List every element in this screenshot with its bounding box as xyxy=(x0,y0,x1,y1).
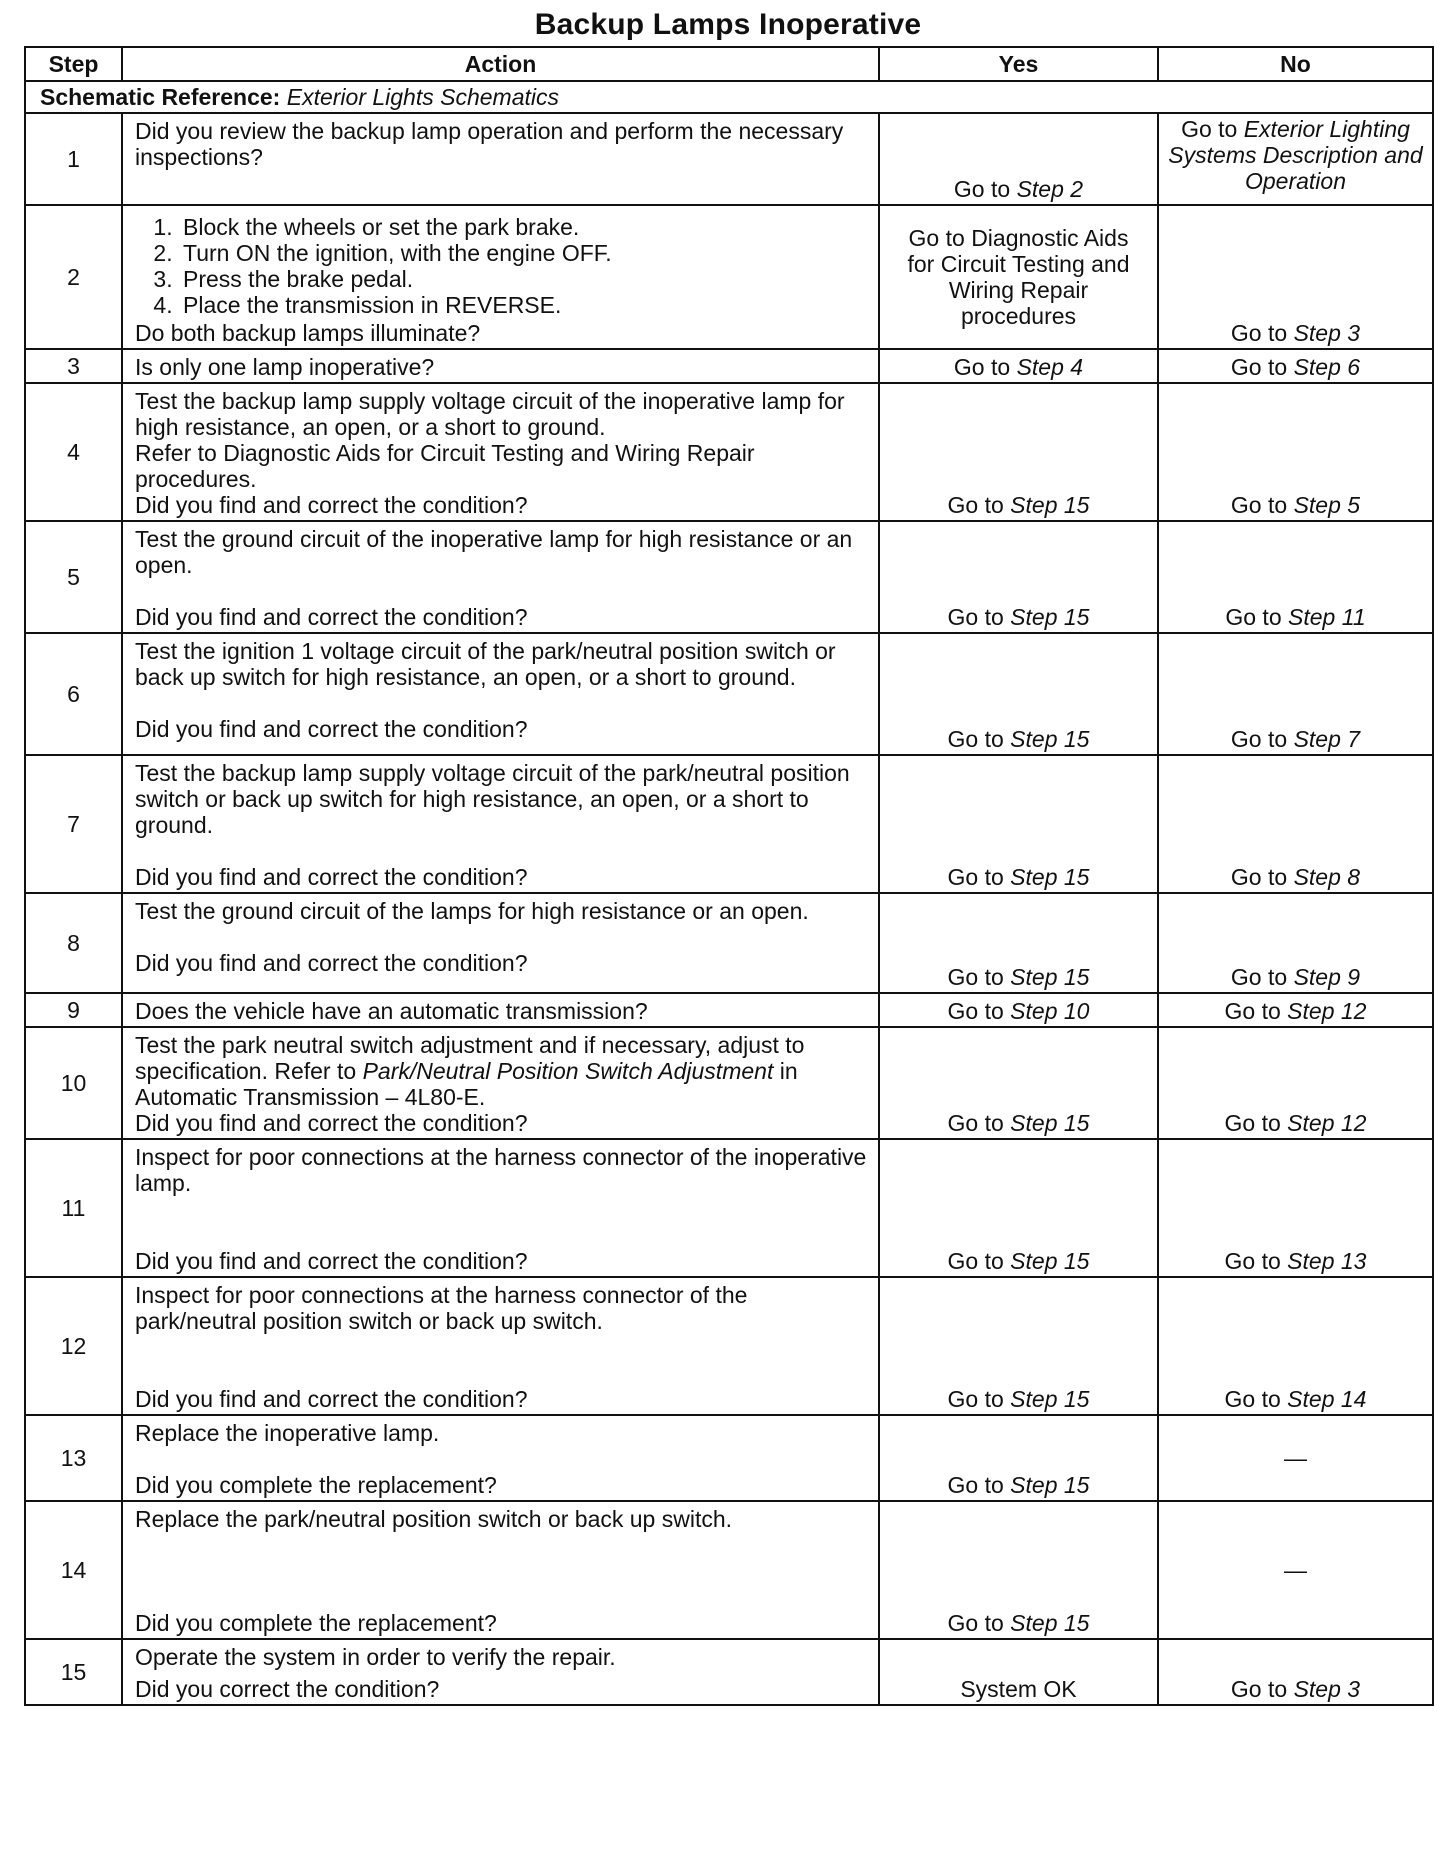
step-word: Step xyxy=(1010,1248,1058,1274)
goto-label: Go to xyxy=(1181,116,1238,142)
action-cell xyxy=(122,1139,879,1277)
schematic-row xyxy=(25,81,1433,113)
question-text: Did you find and correct the condition? xyxy=(135,1110,528,1136)
no-cell[interactable] xyxy=(1158,633,1433,755)
action-cell xyxy=(122,1639,879,1705)
goto-label: Go to xyxy=(1230,354,1288,380)
question-text: Did you find and correct the condition? xyxy=(135,950,528,976)
step-word: Step xyxy=(1287,998,1335,1024)
question-text: Did you find and correct the condition? xyxy=(135,1248,528,1274)
goto-label: Go to xyxy=(1230,320,1288,346)
list-item: 1. Block the wheels or set the park brake. xyxy=(179,214,868,240)
no-cell[interactable] xyxy=(1158,893,1433,993)
schematic-link[interactable]: Exterior Lights Schematics xyxy=(286,84,560,110)
no-cell[interactable] xyxy=(1158,755,1433,893)
step-word: Step xyxy=(1293,964,1341,990)
action-text: Test the backup lamp supply voltage circuit of the inoperative lamp for high resistance, an open, or a short to ground. xyxy=(135,388,845,440)
procedure-list xyxy=(135,214,868,318)
no-step-ref: 7 xyxy=(1347,726,1361,752)
yes-step-ref: 15 xyxy=(1063,1386,1090,1412)
yes-cell[interactable] xyxy=(879,521,1158,633)
table-row xyxy=(25,113,1433,205)
action-cell xyxy=(122,633,879,755)
yes-text: Go to Diagnostic Aids for Circuit Testing and Wiring Repair procedures xyxy=(907,225,1130,329)
step-number: 12 xyxy=(25,1277,122,1415)
goto-label: Go to xyxy=(1224,1386,1281,1412)
goto-label: Go to xyxy=(947,1248,1004,1274)
step-word: Step xyxy=(1010,604,1058,630)
step-word: Step xyxy=(1293,864,1341,890)
goto-label: Go to xyxy=(953,176,1011,202)
no-ref-link: Exterior Lighting Systems Description and Operation xyxy=(1168,116,1423,194)
goto-label: Go to xyxy=(947,492,1004,518)
yes-text: System OK xyxy=(960,1676,1077,1702)
action-cell xyxy=(122,755,879,893)
step-number: 7 xyxy=(25,755,122,893)
action-cell xyxy=(122,893,879,993)
step-number: 9 xyxy=(25,993,122,1027)
goto-label: Go to xyxy=(947,998,1004,1024)
no-cell[interactable] xyxy=(1158,1027,1433,1139)
goto-label: Go to xyxy=(947,1472,1004,1498)
refer-text: Refer to Diagnostic Aids for Circuit Testing and Wiring Repair procedures. xyxy=(135,440,755,492)
no-cell[interactable] xyxy=(1158,205,1433,349)
yes-step-ref: 2 xyxy=(1070,176,1084,202)
yes-cell[interactable] xyxy=(879,993,1158,1027)
no-step-ref: 5 xyxy=(1347,492,1361,518)
question-text: Did you complete the replacement? xyxy=(135,1610,497,1636)
step-word: Step xyxy=(1293,354,1341,380)
yes-step-ref: 15 xyxy=(1063,492,1090,518)
goto-label: Go to xyxy=(953,354,1011,380)
step-number: 15 xyxy=(25,1639,122,1705)
step-word: Step xyxy=(1293,1676,1341,1702)
table-row xyxy=(25,1277,1433,1415)
action-text: Inspect for poor connections at the harness connector of the park/neutral position switch or back up switch. xyxy=(135,1282,748,1334)
goto-label: Go to xyxy=(1230,726,1288,752)
table-row xyxy=(25,1501,1433,1639)
no-cell[interactable] xyxy=(1158,993,1433,1027)
step-number: 2 xyxy=(25,205,122,349)
yes-step-ref: 15 xyxy=(1063,864,1090,890)
step-number: 11 xyxy=(25,1139,122,1277)
action-text: Replace the park/neutral position switch or back up switch. xyxy=(135,1506,733,1532)
table-row xyxy=(25,993,1433,1027)
no-step-ref: 9 xyxy=(1347,964,1361,990)
step-word: Step xyxy=(1293,492,1341,518)
adjustment-ref-link[interactable]: Park/Neutral Position Switch Adjustment xyxy=(362,1058,774,1084)
question-text: Did you find and correct the condition? xyxy=(135,864,528,890)
no-step-ref: 12 xyxy=(1340,998,1367,1024)
yes-step-ref: 15 xyxy=(1063,1110,1090,1136)
no-cell[interactable] xyxy=(1158,1139,1433,1277)
no-step-ref: 12 xyxy=(1340,1110,1367,1136)
yes-cell[interactable] xyxy=(879,383,1158,521)
goto-label: Go to xyxy=(1224,1248,1281,1274)
no-step-ref: 14 xyxy=(1340,1386,1367,1412)
step-word: Step xyxy=(1010,1610,1058,1636)
no-cell[interactable] xyxy=(1158,349,1433,383)
yes-cell[interactable] xyxy=(879,1277,1158,1415)
step-number: 14 xyxy=(25,1501,122,1639)
goto-label: Go to xyxy=(947,1610,1004,1636)
action-cell xyxy=(122,1277,879,1415)
step-word: Step xyxy=(1010,1110,1058,1136)
step-word: Step xyxy=(1010,1386,1058,1412)
table-row xyxy=(25,633,1433,755)
goto-label: Go to xyxy=(1224,1110,1281,1136)
action-cell xyxy=(122,1501,879,1639)
step-word: Step xyxy=(1016,176,1064,202)
table-row xyxy=(25,755,1433,893)
step-word: Step xyxy=(1010,726,1058,752)
no-step-ref: 11 xyxy=(1341,604,1366,630)
action-text: Test the ignition 1 voltage circuit of the park/neutral position switch or back up switch for high resistance, an open, or a short to ground. xyxy=(135,638,836,690)
list-item: 3. Press the brake pedal. xyxy=(179,266,868,292)
page-title: Backup Lamps Inoperative xyxy=(534,8,922,41)
action-cell xyxy=(122,1027,879,1139)
table-row xyxy=(25,1415,1433,1501)
step-word: Step xyxy=(1016,354,1064,380)
goto-label: Go to xyxy=(1230,1676,1288,1702)
goto-label: Go to xyxy=(947,1386,1004,1412)
header-yes: Yes xyxy=(879,47,1158,81)
action-cell xyxy=(122,349,879,383)
yes-step-ref: 4 xyxy=(1070,354,1084,380)
yes-cell[interactable] xyxy=(879,1501,1158,1639)
no-cell[interactable] xyxy=(1158,113,1433,205)
step-word: Step xyxy=(1010,492,1058,518)
step-word: Step xyxy=(1010,964,1058,990)
action-cell xyxy=(122,383,879,521)
no-step-ref: 6 xyxy=(1347,354,1361,380)
action-cell xyxy=(122,993,879,1027)
yes-step-ref: 15 xyxy=(1063,726,1090,752)
action-text: Is only one lamp inoperative? xyxy=(135,354,435,380)
table-row xyxy=(25,1139,1433,1277)
action-text: Replace the inoperative lamp. xyxy=(135,1420,440,1446)
yes-step-ref: 15 xyxy=(1063,964,1090,990)
question-text: Did you find and correct the condition? xyxy=(135,604,528,630)
action-cell xyxy=(122,113,879,205)
yes-cell[interactable] xyxy=(879,205,1158,349)
step-number: 10 xyxy=(25,1027,122,1139)
no-cell[interactable] xyxy=(1158,383,1433,521)
no-cell-dash: — xyxy=(1158,1501,1433,1639)
step-number: 4 xyxy=(25,383,122,521)
yes-cell[interactable] xyxy=(879,349,1158,383)
yes-cell[interactable] xyxy=(879,755,1158,893)
yes-cell[interactable] xyxy=(879,633,1158,755)
table-row xyxy=(25,521,1433,633)
header-action: Action xyxy=(122,47,879,81)
no-step-ref: 8 xyxy=(1347,864,1361,890)
step-number: 3 xyxy=(25,349,122,383)
action-text: Does the vehicle have an automatic transmission? xyxy=(135,998,648,1024)
step-word: Step xyxy=(1010,864,1058,890)
goto-label: Go to xyxy=(947,726,1004,752)
action-text: Test the ground circuit of the lamps for high resistance or an open. xyxy=(135,898,809,924)
diagnostic-table xyxy=(24,46,1434,1706)
list-item: 4. Place the transmission in REVERSE. xyxy=(179,292,868,318)
yes-cell[interactable] xyxy=(879,1415,1158,1501)
step-number: 1 xyxy=(25,113,122,205)
header-step: Step xyxy=(25,47,122,81)
question-text: Did you find and correct the condition? xyxy=(135,492,528,518)
goto-label: Go to xyxy=(947,604,1004,630)
step-word: Step xyxy=(1287,1386,1335,1412)
schematic-label: Schematic Reference: xyxy=(40,84,281,110)
yes-step-ref: 10 xyxy=(1063,998,1090,1024)
list-item: 2. Turn ON the ignition, with the engine OFF. xyxy=(179,240,868,266)
yes-step-ref: 15 xyxy=(1063,604,1090,630)
action-text: Test the ground circuit of the inoperative lamp for high resistance or an open. xyxy=(135,526,853,578)
action-text: Operate the system in order to verify the repair. xyxy=(135,1644,616,1670)
step-word: Step xyxy=(1010,1472,1058,1498)
action-text: Did you review the backup lamp operation and perform the necessary inspections? xyxy=(135,118,844,170)
no-step-ref: 3 xyxy=(1347,1676,1361,1702)
no-cell[interactable] xyxy=(1158,1639,1433,1705)
table-row xyxy=(25,349,1433,383)
action-cell xyxy=(122,521,879,633)
table-row xyxy=(25,1027,1433,1139)
goto-label: Go to xyxy=(1225,604,1282,630)
action-text: Test the park neutral switch adjustment and if necessary, adjust to specification. Refer to Park/Neutral Position Switch Adjustment in Automatic Transmission – 4L80-E. xyxy=(135,1032,805,1110)
yes-cell[interactable] xyxy=(879,893,1158,993)
yes-step-ref: 15 xyxy=(1063,1248,1090,1274)
action-cell xyxy=(122,1415,879,1501)
goto-label: Go to xyxy=(1230,492,1288,518)
goto-label: Go to xyxy=(1224,998,1281,1024)
question-text: Did you find and correct the condition? xyxy=(135,716,528,742)
step-word: Step xyxy=(1287,1248,1335,1274)
goto-label: Go to xyxy=(1230,964,1288,990)
action-cell xyxy=(122,205,879,349)
no-cell-dash: — xyxy=(1158,1415,1433,1501)
table-row xyxy=(25,205,1433,349)
step-number: 13 xyxy=(25,1415,122,1501)
no-cell[interactable] xyxy=(1158,1277,1433,1415)
yes-step-ref: 15 xyxy=(1063,1472,1090,1498)
no-step-ref: 13 xyxy=(1340,1248,1367,1274)
yes-cell[interactable] xyxy=(879,113,1158,205)
table-row xyxy=(25,1639,1433,1705)
yes-cell[interactable] xyxy=(879,1639,1158,1705)
step-number: 8 xyxy=(25,893,122,993)
yes-step-ref: 15 xyxy=(1063,1610,1090,1636)
question-text: Did you find and correct the condition? xyxy=(135,1386,528,1412)
question-text: Did you correct the condition? xyxy=(135,1676,440,1702)
step-number: 5 xyxy=(25,521,122,633)
header-no: No xyxy=(1158,47,1433,81)
goto-label: Go to xyxy=(1230,864,1288,890)
goto-label: Go to xyxy=(947,1110,1004,1136)
question-text: Did you complete the replacement? xyxy=(135,1472,497,1498)
question-text: Do both backup lamps illuminate? xyxy=(135,320,481,346)
step-word: Step xyxy=(1287,1110,1335,1136)
no-cell[interactable] xyxy=(1158,521,1433,633)
yes-cell[interactable] xyxy=(879,1027,1158,1139)
step-word: Step xyxy=(1010,998,1058,1024)
step-word: Step xyxy=(1293,726,1341,752)
table-row xyxy=(25,383,1433,521)
table-row xyxy=(25,893,1433,993)
goto-label: Go to xyxy=(947,864,1004,890)
no-step-ref: 3 xyxy=(1347,320,1361,346)
action-text: Test the backup lamp supply voltage circuit of the park/neutral position switch or back up switch for high resistance, an open, or a short to ground. xyxy=(135,760,850,838)
goto-label: Go to xyxy=(947,964,1004,990)
header-row xyxy=(25,47,1433,81)
step-word: Step xyxy=(1288,604,1336,630)
action-text: Inspect for poor connections at the harness connector of the inoperative lamp. xyxy=(135,1144,867,1196)
step-number: 6 xyxy=(25,633,122,755)
yes-cell[interactable] xyxy=(879,1139,1158,1277)
step-word: Step xyxy=(1293,320,1341,346)
